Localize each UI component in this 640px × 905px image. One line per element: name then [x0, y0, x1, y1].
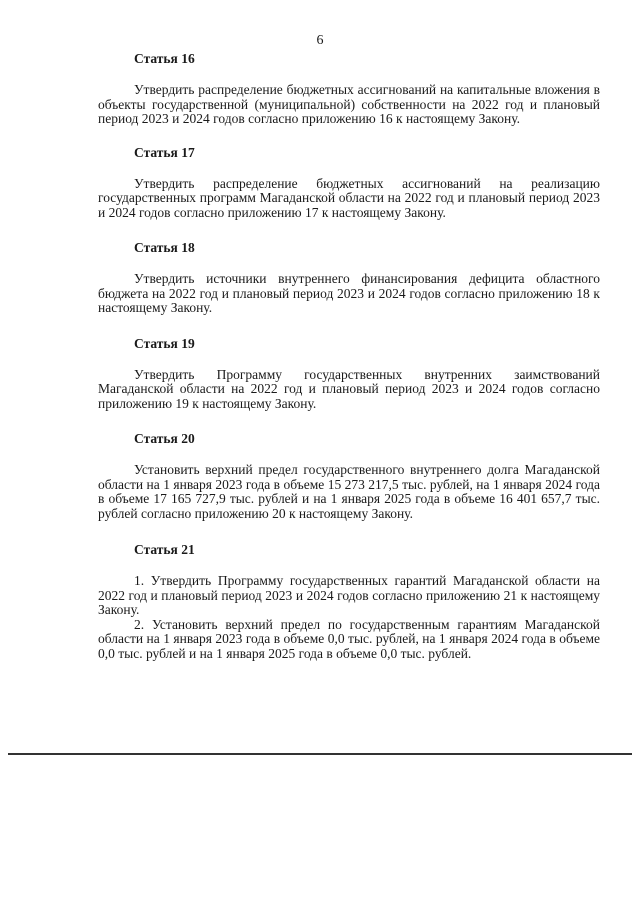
document-body	[98, 50, 600, 679]
article-21	[98, 541, 600, 661]
article-paragraph: 2. Установить верхний предел по государственным гарантиям Магаданской области на 1 января 2023 года в объеме 0,0 тыс. рублей, на 1 января 2024 года в объеме 0,0 тыс. рублей и на 1 января 2025 года в объеме 0,0 тыс. рублей.	[98, 616, 600, 661]
article-paragraph: 1. Утвердить Программу государственных гарантий Магаданской области на 2022 год и плановый период 2023 и 2024 годов согласно приложению 21 к настоящему Закону.	[98, 573, 600, 617]
article-20	[98, 430, 600, 521]
article-16	[98, 50, 600, 127]
article-19	[98, 335, 600, 412]
article-title: Статья 21	[134, 542, 195, 557]
article-title: Статья 20	[134, 431, 195, 446]
article-title: Статья 19	[134, 335, 195, 351]
article-title: Статья 16	[134, 51, 195, 66]
article-paragraph: Утвердить Программу государственных внутренних заимствований Магаданской области на 2022 год и плановый период 2023 и 2024 годов согласно приложению 19 к настоящему Закону.	[98, 366, 600, 411]
article-18	[98, 239, 600, 316]
article-paragraph: Утвердить распределение бюджетных ассигнований на капитальные вложения в объекты государственной (муниципальной) собственности на 2022 год и плановый период 2023 и 2024 годов согласно приложению 16 к настоящему Закону.	[98, 82, 600, 126]
article-title: Статья 17	[134, 144, 195, 160]
article-paragraph: Установить верхний предел государственного внутреннего долга Магаданской области на 1 января 2023 года в объеме 15 273 217,5 тыс. рублей, на 1 января 2024 года в объеме 17 165 727,9 тыс. рублей и на 1 января 2025 года в объеме 16 401 657,7 тыс. рублей согласно приложению 20 к настоящему Закону.	[98, 462, 600, 521]
article-title: Статья 18	[134, 240, 195, 255]
footer-divider	[8, 753, 632, 755]
page-number: 6	[316, 33, 324, 48]
article-17	[98, 144, 600, 221]
article-paragraph: Утвердить распределение бюджетных ассигнований на реализацию государственных программ Магаданской области на 2022 год и плановый период 2023 и 2024 годов согласно приложению 17 к настоящему Закону.	[98, 175, 600, 220]
article-paragraph: Утвердить источники внутреннего финансирования дефицита областного бюджета на 2022 год и плановый период 2023 и 2024 годов согласно приложению 18 к настоящему Закону.	[98, 271, 600, 315]
